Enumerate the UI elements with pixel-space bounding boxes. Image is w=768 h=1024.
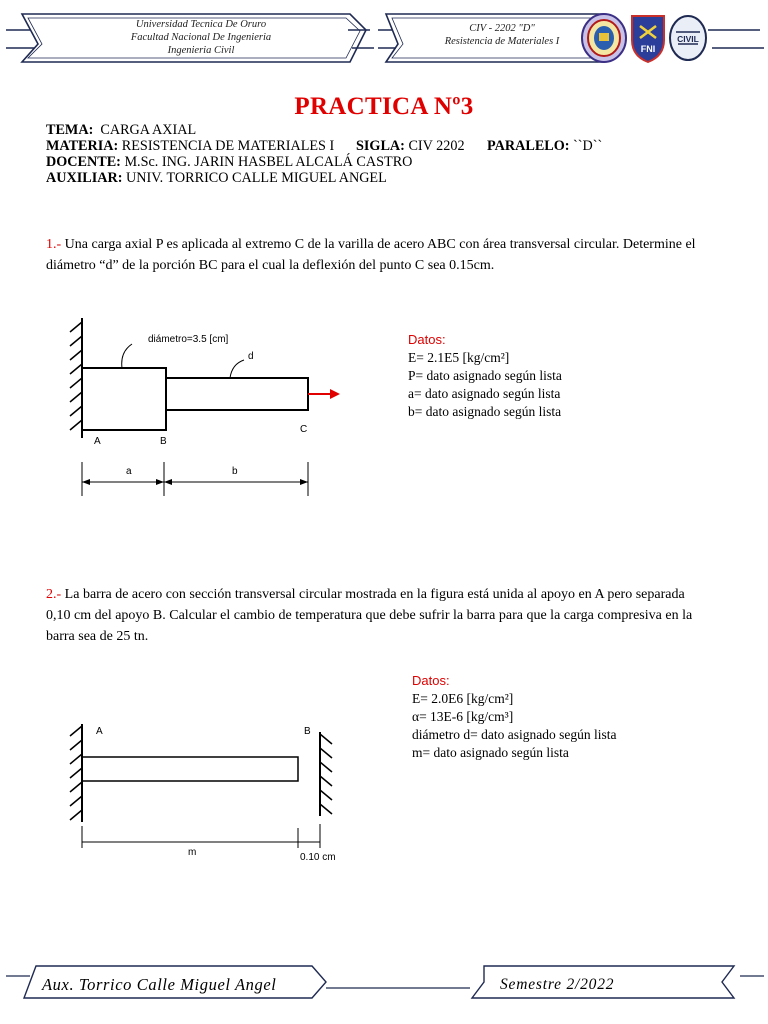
problem2-data xyxy=(412,672,616,762)
page-title: PRACTICA Nº3 xyxy=(294,93,474,120)
paralelo-line xyxy=(487,139,602,154)
problem1-number: 1.- xyxy=(46,237,62,252)
gap-label: 0.10 cm xyxy=(300,852,336,863)
civil-logo xyxy=(668,12,708,64)
problem1-data-p: P= dato asignado según lista xyxy=(408,368,562,383)
materia-label: MATERIA: xyxy=(46,138,119,154)
point-a-label: A xyxy=(94,436,101,447)
problem1-text: Una carga axial P es aplicada al extremo C de la varilla de acero ABC con área transversal circular. Determine el diámetro “d” de la porción BC para el cual la deflexión del punto C sea 0.15cm. xyxy=(46,237,696,273)
problem2-data-title: Datos: xyxy=(412,673,450,688)
d-label: d xyxy=(248,351,254,362)
header-course-name: Resistencia de Materiales I xyxy=(444,36,560,47)
paralelo-label: PARALELO: xyxy=(487,138,570,154)
problem2-text: La barra de acero con sección transversal circular mostrada en la figura está unida al apoyo en A pero separada 0,10 cm del apoyo B. Calcular el cambio de temperatura que debe sufrir la barra para que la carga compresiva en la barra sea de 25 tn. xyxy=(46,587,693,644)
paralelo-value: ``D`` xyxy=(573,138,603,154)
length-m-label: m xyxy=(188,847,197,858)
tema-line xyxy=(46,123,196,138)
university-seal-logo xyxy=(580,12,628,64)
problem1-data xyxy=(408,331,562,421)
header-university: Universidad Tecnica De Oruro xyxy=(135,19,267,30)
sigla-value: CIV 2202 xyxy=(408,138,465,154)
problem1-figure xyxy=(60,312,370,502)
support-a-label: A xyxy=(96,726,103,737)
problem2-data-diameter: diámetro d= dato asignado según lista xyxy=(412,727,617,742)
problem2-data-e: E= 2.0E6 [kg/cm²] xyxy=(412,691,514,706)
header-institution xyxy=(60,18,342,57)
problem2-number: 2.- xyxy=(46,587,62,602)
auxiliar-label: AUXILIAR: xyxy=(46,170,123,186)
fni-shield-logo xyxy=(628,12,668,64)
point-b-label: B xyxy=(160,436,167,447)
header-course-code: CIV - 2202 "D" xyxy=(469,23,535,34)
footer-author: Aux. Torrico Calle Miguel Angel xyxy=(42,975,277,994)
problem2-statement xyxy=(46,584,706,647)
problem2-figure xyxy=(60,712,360,872)
header-career: Ingenieria Civil xyxy=(167,45,235,56)
tema-label: TEMA: xyxy=(46,122,94,138)
problem1-data-b: b= dato asignado según lista xyxy=(408,404,562,419)
footer-semester: Semestre 2/2022 xyxy=(500,976,615,993)
problem2-data-m: m= dato asignado según lista xyxy=(412,745,569,760)
point-c-label: C xyxy=(300,424,308,435)
header-faculty: Facultad Nacional De Ingenieria xyxy=(130,32,272,43)
auxiliar-line xyxy=(46,171,387,186)
length-a-label: a xyxy=(126,466,132,477)
sigla-line xyxy=(356,139,465,154)
auxiliar-value: UNIV. TORRICO CALLE MIGUEL ANGEL xyxy=(126,170,387,186)
problem1-data-a: a= dato asignado según lista xyxy=(408,386,561,401)
docente-label: DOCENTE: xyxy=(46,154,121,170)
civil-logo-text: CIVIL xyxy=(677,34,699,44)
tema-value: CARGA AXIAL xyxy=(100,122,197,138)
support-b-label: B xyxy=(304,726,311,737)
materia-value: RESISTENCIA DE MATERIALES I xyxy=(121,138,335,154)
header-course xyxy=(408,22,596,48)
length-b-label: b xyxy=(232,466,238,477)
sigla-label: SIGLA: xyxy=(356,138,405,154)
problem1-statement xyxy=(46,234,706,276)
problem1-data-title: Datos: xyxy=(408,332,446,347)
docente-line xyxy=(46,155,412,170)
problem1-data-e: E= 2.1E5 [kg/cm²] xyxy=(408,350,510,365)
docente-value: M.Sc. ING. JARIN HASBEL ALCALÁ CASTRO xyxy=(124,154,413,170)
diameter-label: diámetro=3.5 [cm] xyxy=(148,334,229,345)
materia-line xyxy=(46,139,334,154)
problem2-data-alpha: α= 13E-6 [kg/cm³] xyxy=(412,709,514,724)
fni-logo-text: FNI xyxy=(640,44,656,54)
